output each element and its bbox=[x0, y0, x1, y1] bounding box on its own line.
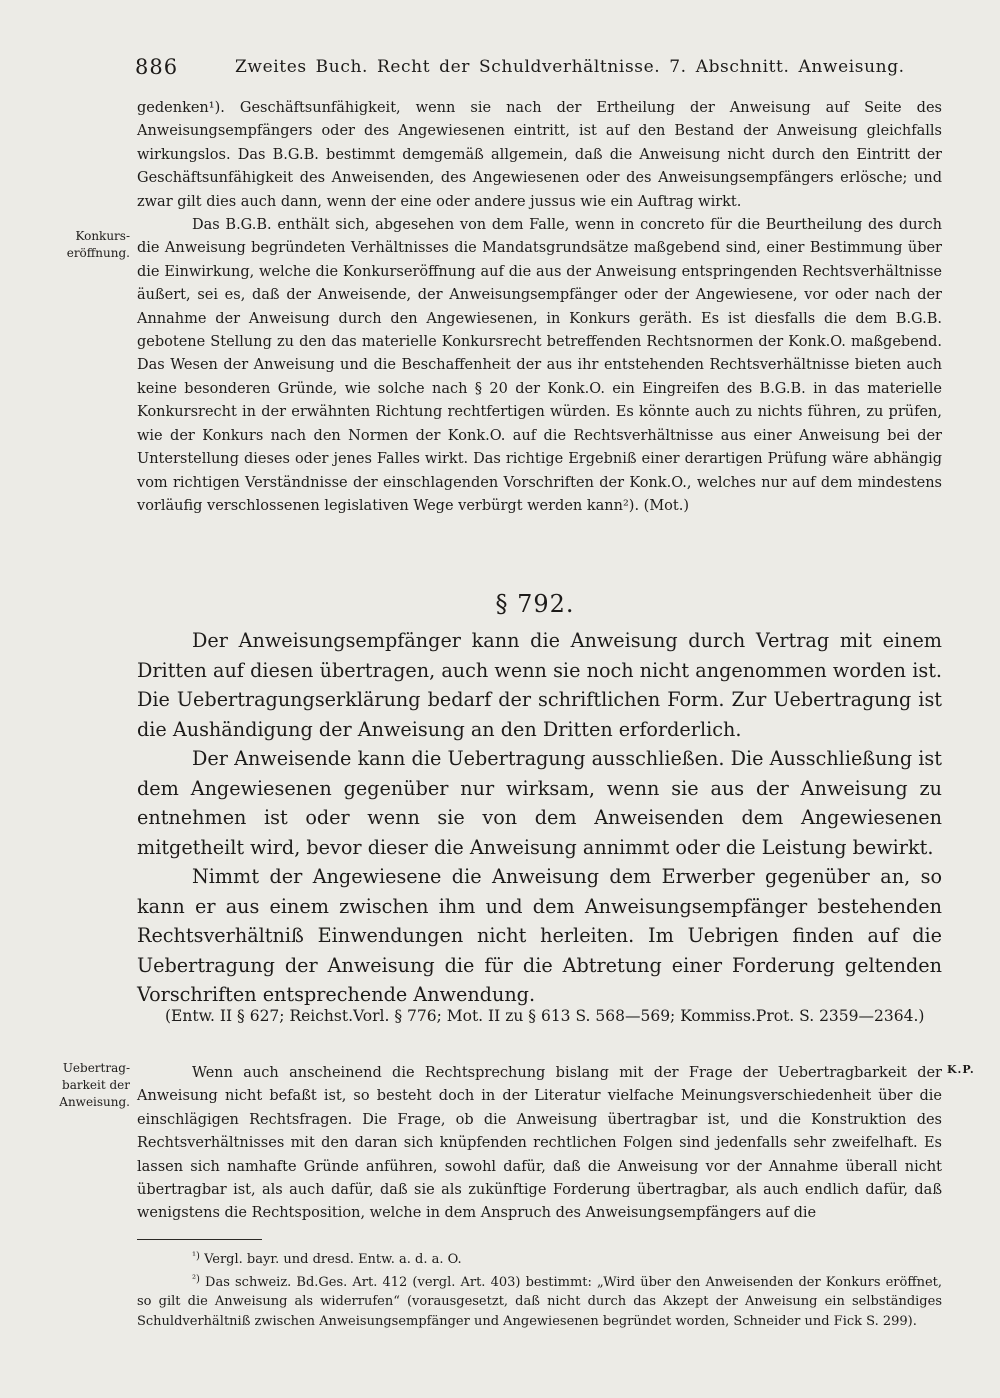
margin-note-uebertragbarkeit-text: Uebertrag- barkeit der Anweisung. bbox=[59, 1061, 130, 1109]
footnote bbox=[137, 1270, 942, 1332]
footnote-mark: ²) bbox=[192, 1273, 200, 1285]
commentary-paragraph: Wenn auch anscheinend die Rechtsprechung bislang mit der Frage der Uebertragbarkeit der Anweisung nicht befaßt ist, so besteht doch in der Literatur vielfache Meinungsverschiedenheit über die einschlägigen Rechtsfragen. Die Frage, ob die Anweisung übertragbar ist, und die Konstruktion des Rechtsverhältnisses mit den daran sich knüpfenden rechtlichen Folgen sind jedenfalls sehr zweifelhaft. Es lassen sich namhafte Gründe anführen, sowohl dafür, daß die Anweisung vor der Annahme überall nicht übertragbar ist, als auch dafür, daß sie als zukünftige Forderung übertragbar, als auch endlich dafür, daß wenigstens die Rechtsposition, welche in dem Anspruch des Anweisungsempfängers auf die bbox=[137, 1065, 942, 1222]
footnotes bbox=[137, 1247, 942, 1331]
statute-text bbox=[137, 626, 942, 1010]
upper-commentary bbox=[137, 97, 942, 518]
footnote-divider bbox=[137, 1239, 262, 1240]
statute-citation: (Entw. II § 627; Reichst.Vorl. § 776; Mot. II zu § 613 S. 568—569; Kommiss.Prot. S. 2359—2364.) bbox=[165, 1007, 925, 1025]
margin-note-konkurs-text: Konkurs- eröffnung. bbox=[66, 229, 130, 260]
lower-commentary bbox=[137, 1062, 942, 1226]
statute-paragraph: Der Anweisende kann die Uebertragung ausschließen. Die Ausschließung ist dem Angewiesenen gegenüber nur wirksam, wenn sie aus der Anweisung zu entnehmen ist oder wenn sie von dem Anweisenden dem Angewiesenen mitgetheilt wird, bevor dieser die Anweisung annimmt oder die Leistung bewirkt. bbox=[137, 747, 942, 859]
kp-marker: K.P. bbox=[947, 1063, 975, 1076]
running-title: Zweites Buch. Recht der Schuldverhältnisse. 7. Abschnitt. Anweisung. bbox=[235, 57, 905, 77]
section-heading: § 792. bbox=[495, 590, 575, 618]
commentary-paragraph: Das B.G.B. enthält sich, abgesehen von dem Falle, wenn in concreto für die Beurtheilung des durch die Anweisung begründeten Verhältnisses die Mandatsgrundsätze maßgebend sind, einer Bestimmung über die Einwirkung, welche die Konkurseröffnung auf die aus der Anweisung entspringenden Rechtsverhältnisse äußert, sei es, daß der Anweisende, der Anweisungsempfänger oder der Angewiesene, vor oder nach der Annahme der Anweisung durch den Angewiesenen, in Konkurs geräth. Es ist diesfalls die dem B.G.B. gebotene Stellung zu den das materielle Konkursrecht betreffenden Rechtsnormen der Konk.O. maßgebend. Das Wesen der Anweisung und die Beschaffenheit der aus ihr entstehenden Rechtsverhältnisse bieten auch keine besonderen Gründe, wie solche nach § 20 der Konk.O. ein Eingreifen des B.G.B. in das materielle Konkursrecht in der erwähnten Richtung rechtfertigen würden. Es könnte auch zu nichts führen, zu prüfen, wie der Konkurs nach den Normen der Konk.O. auf die Rechtsverhältnisse aus einer Anweisung bei der Unterstellung dieses oder jenes Falles wirkt. Das richtige Ergebniß einer derartigen Prüfung wäre abhängig vom richtigen Verständnisse der einschlagenden Vorschriften der Konk.O., welches nur auf dem mindestens vorläufig verschlossenen legislativen Wege verbürgt werden kann²). (Mot.) bbox=[137, 217, 942, 514]
footnote-mark: ¹) bbox=[192, 1251, 200, 1262]
margin-note-konkurs bbox=[35, 228, 130, 262]
margin-note-uebertragbarkeit bbox=[35, 1060, 130, 1111]
commentary-paragraph: gedenken¹). Geschäftsunfähigkeit, wenn sie nach der Ertheilung der Anweisung auf Seite des Anweisungsempfängers oder des Angewiesenen eintritt, ist auf den Bestand der Anweisung gleichfalls wirkungslos. Das B.G.B. bestimmt demgemäß allgemein, daß die Anweisung nicht durch den Eintritt der Geschäftsunfähigkeit des Anweisenden, des Angewiesenen oder des Anweisungsempfängers erlösche; und zwar gilt dies auch dann, wenn der eine oder andere jussus wie ein Auftrag wirkt. bbox=[137, 100, 942, 210]
page-header bbox=[135, 55, 930, 85]
statute-paragraph: Der Anweisungsempfänger kann die Anweisung durch Vertrag mit einem Dritten auf diesen übertragen, auch wenn sie noch nicht angenommen worden ist. Die Uebertragungserklärung bedarf der schriftlichen Form. Zur Uebertragung ist die Aushändigung der Anweisung an den Dritten erforderlich. bbox=[137, 629, 942, 741]
footnote-text: Vergl. bayr. und dresd. Entw. a. d. a. O. bbox=[204, 1252, 462, 1267]
footnote-text: Das schweiz. Bd.Ges. Art. 412 (vergl. Art. 403) bestimmt: „Wird über den Anweisenden der Konkurs eröffnet, so gilt die Anweisung als widerrufen“ (vorausgesetzt, daß nicht durch das Akzept der Anweisung ein selbständiges Schuldverhältniß zwischen Anweisungsempfänger und Angewiesenen begründet worden, Schneider und Fick S. 299). bbox=[137, 1274, 942, 1329]
footnote bbox=[137, 1247, 942, 1270]
page-number: 886 bbox=[135, 55, 179, 79]
statute-paragraph: Nimmt der Angewiesene die Anweisung dem Erwerber gegenüber an, so kann er aus einem zwischen ihm und dem Anweisungsempfänger bestehenden Rechtsverhältniß Einwendungen nicht herleiten. Im Uebrigen finden auf die Uebertragung der Anweisung die für die Abtretung einer Forderung geltenden Vorschriften entsprechende Anwendung. bbox=[137, 865, 942, 1006]
